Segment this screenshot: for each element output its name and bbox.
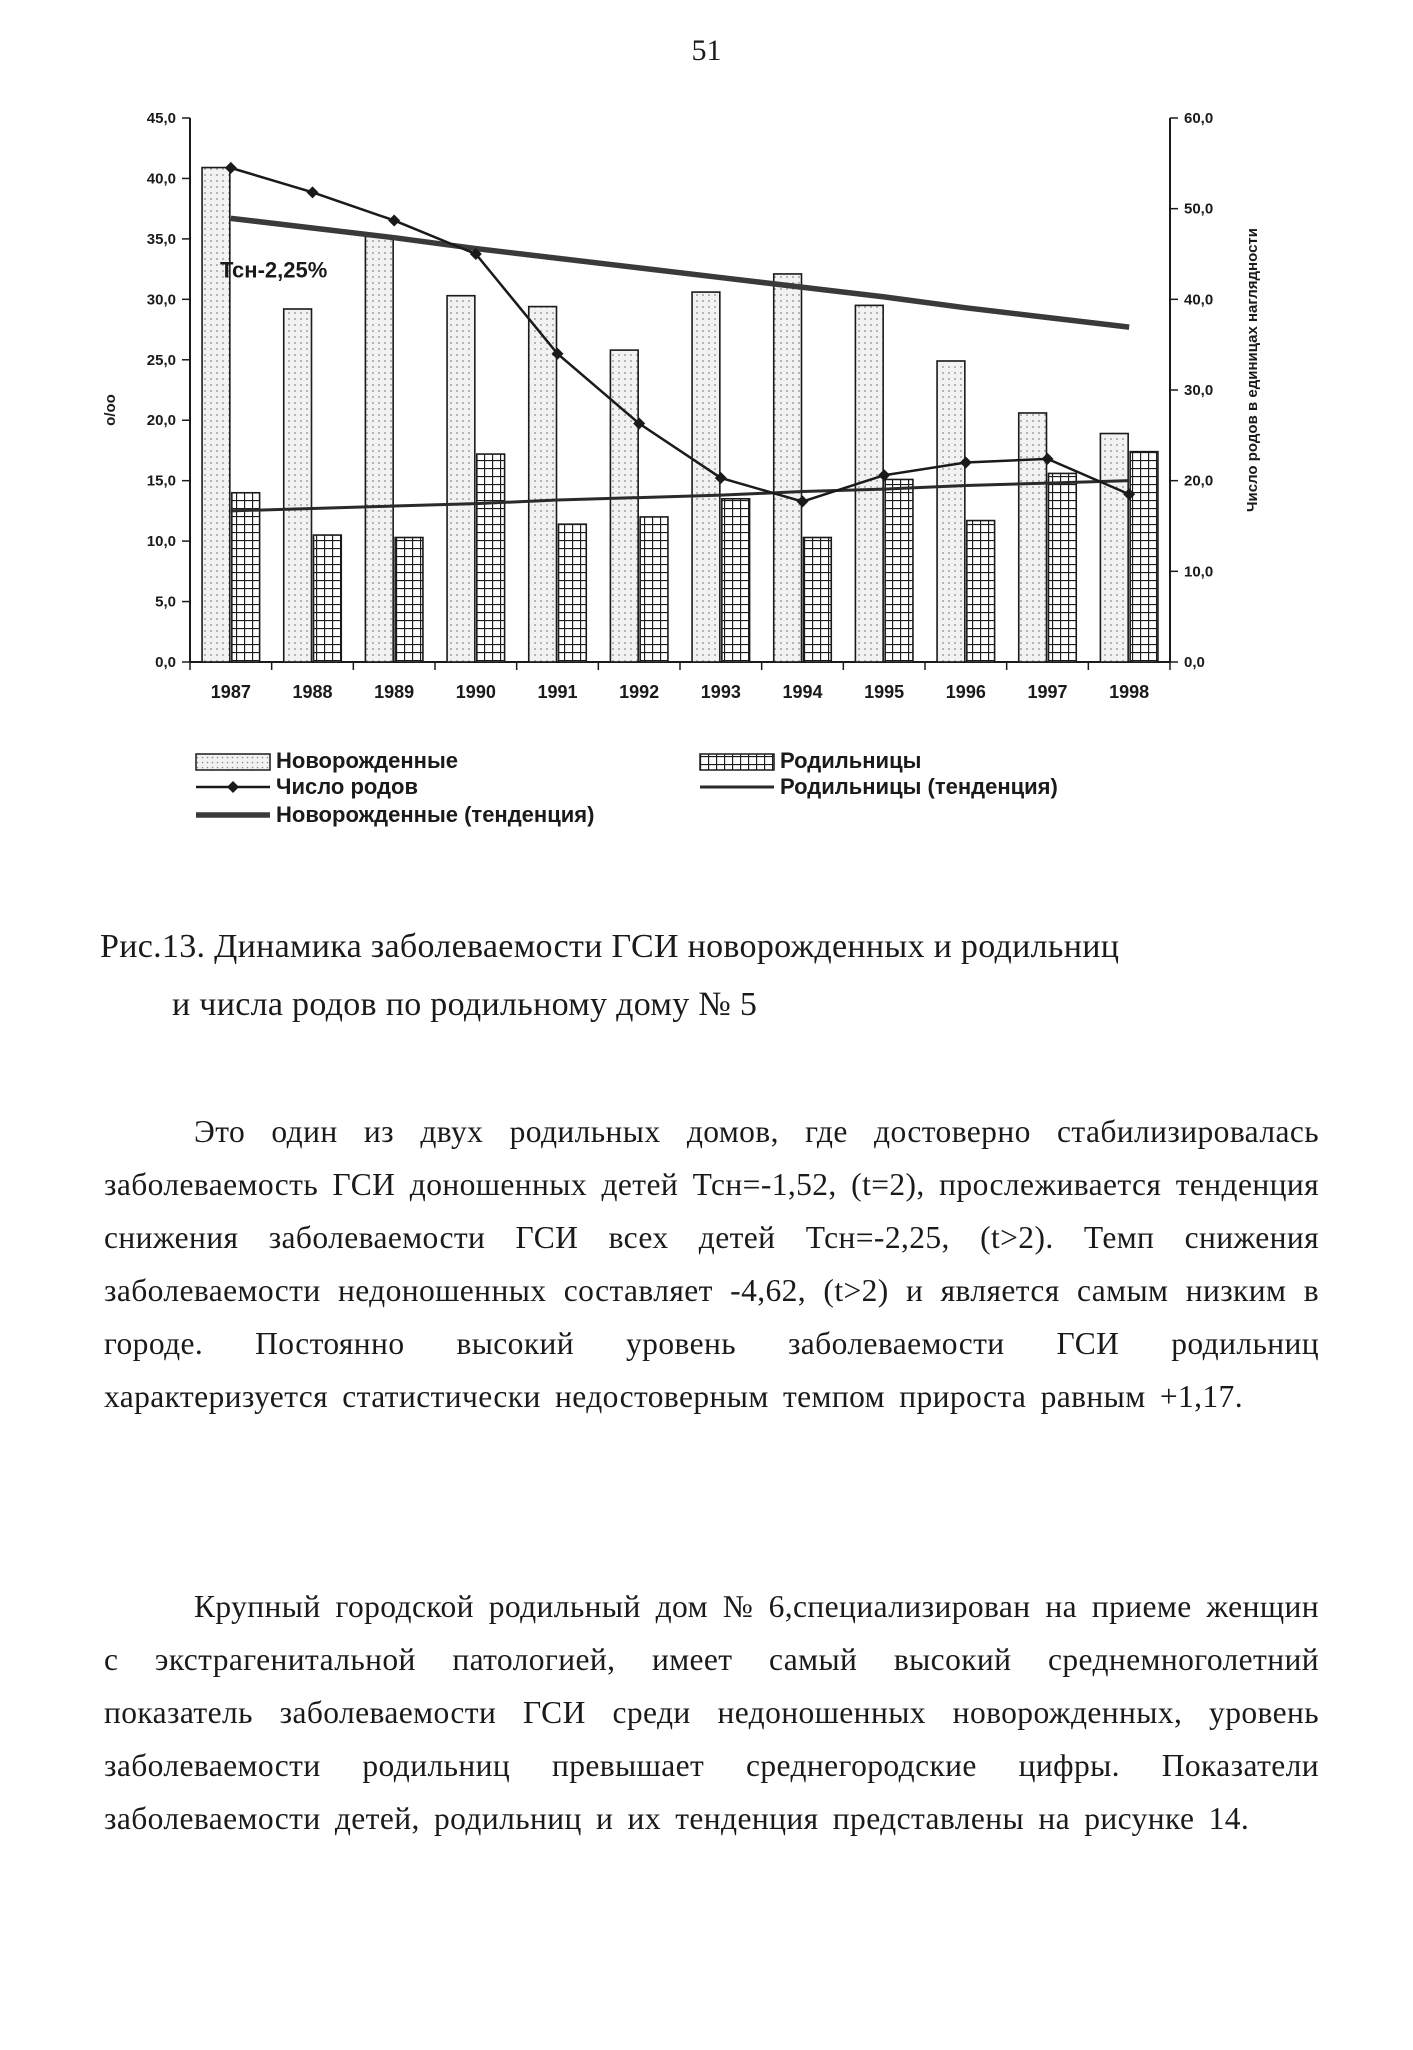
legend-label-births: Число родов [276,774,418,799]
y-right-tick-label: 20,0 [1184,472,1214,490]
y-left-tick-label: 5,0 [155,593,176,611]
bar-mothers [722,499,750,662]
y-left-tick-label: 20,0 [146,412,176,430]
y-right-tick-label: 40,0 [1184,291,1214,309]
bar-newborns [447,296,475,662]
legend-label-mothers: Родильницы [780,748,922,773]
x-tick-label: 1991 [537,682,578,702]
x-tick-label: 1993 [700,682,741,702]
body-paragraph [104,1580,1319,1845]
page-number: 51 [691,34,722,67]
bar-newborns [692,292,720,662]
legend-label-mothers-trend: Родильницы (тенденция) [780,774,1058,799]
x-tick-label: 1994 [782,682,823,702]
caption-line-2: и числа родов по родильному дому № 5 [172,986,758,1023]
bar-mothers [1049,473,1077,662]
y-right-tick-label: 0,0 [1184,654,1205,671]
y-left-tick-label: 15,0 [146,472,176,490]
x-tick-label: 1987 [210,682,251,702]
bar-newborns [202,168,230,662]
bar-newborns [1100,434,1128,662]
bar-mothers [640,517,668,662]
bar-mothers [314,535,342,662]
bar-mothers [885,479,913,662]
legend-swatch-mothers [700,754,774,770]
figure-caption [100,918,1340,1034]
bar-mothers [232,493,260,662]
bar-newborns [365,236,393,662]
births-point [307,186,319,198]
x-tick-label: 1988 [292,682,333,702]
bar-newborns [774,274,802,662]
body-paragraph [104,1105,1319,1423]
legend-label-newborns-trend: Новорожденные (тенденция) [276,802,595,827]
bar-mothers [559,524,587,662]
y-left-axis-label: o/oo [102,394,119,426]
x-tick-label: 1995 [864,682,905,702]
bar-newborns [610,350,638,662]
bar-mothers [804,537,832,662]
annotation-label: Тсн-2,25% [220,257,328,283]
y-right-tick-label: 60,0 [1184,110,1214,127]
legend-swatch-newborns [196,754,270,770]
bar-mothers [395,537,423,662]
y-left-tick-label: 0,0 [155,654,176,671]
y-left-tick-label: 10,0 [146,533,176,551]
bar-newborns [284,309,312,662]
x-tick-label: 1989 [374,682,415,702]
y-left-tick-label: 30,0 [146,291,176,309]
x-tick-label: 1992 [619,682,660,702]
y-right-tick-label: 10,0 [1184,563,1214,581]
bar-newborns [1019,413,1047,662]
paragraph-1: Это один из двух родильных домов, где достоверно стабилизировалась заболеваемость ГСИ доношенных детей Тсн=-1,52, (t=2), прослеживается тенденция снижения заболеваемости ГСИ всех детей Тсн=-2,25, (t>2). Темп снижения заболеваемости недоношенных составляет -4,62, (t>2) и является самым низким в городе. Постоянно высокий уровень заболеваемости ГСИ родильниц характеризуется статистически недостоверным темпом прироста равным +1,17. [104,1114,1319,1414]
x-tick-label: 1990 [455,682,496,702]
bar-mothers [1130,452,1158,662]
x-tick-label: 1996 [945,682,986,702]
chart [100,100,1320,860]
y-left-tick-label: 45,0 [146,110,176,127]
y-left-tick-label: 35,0 [146,230,176,248]
legend-label-newborns: Новорожденные [276,748,458,773]
bar-newborns [529,307,557,662]
bar-mothers [477,454,505,662]
births-point [388,214,400,226]
y-right-tick-label: 50,0 [1184,200,1214,218]
legend-swatch-births-marker [227,781,239,793]
bar-newborns [937,361,965,662]
bar-mothers [967,521,995,662]
x-tick-label: 1997 [1027,682,1068,702]
paragraph-2: Крупный городской родильный дом № 6,специализирован на приеме женщин с экстрагенитальной патологией, имеет самый высокий среднемноголетний показатель заболеваемости ГСИ среди недоношенных новорожденных, уровень заболеваемости родильниц превышает среднегородские цифры. Показатели заболеваемости детей, родильниц и их тенденция представлены на рисунке 14. [104,1589,1319,1836]
y-left-tick-label: 40,0 [146,170,176,188]
y-right-tick-label: 30,0 [1184,382,1214,399]
x-tick-label: 1998 [1109,682,1150,702]
y-right-axis-label: Число родов в единицах наглядности [1244,228,1261,512]
y-left-tick-label: 25,0 [146,351,176,369]
caption-line-1: Рис.13. Динамика заболеваемости ГСИ новорожденных и родильниц [100,928,1120,965]
